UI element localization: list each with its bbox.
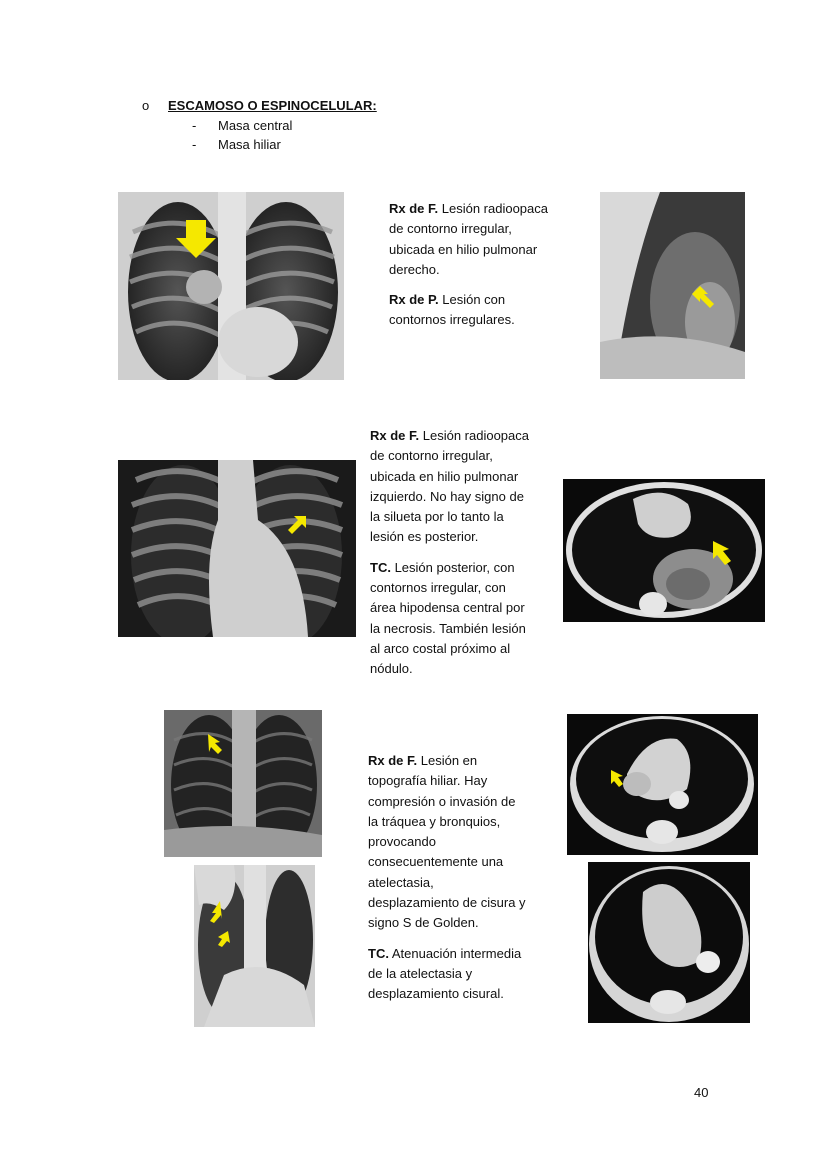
ct-scan-axial-image — [563, 479, 765, 622]
page-number: 40 — [694, 1085, 709, 1100]
chest-xray-frontal-image — [164, 710, 322, 857]
description-text-1: Rx de F. Lesión radioopaca de contorno irregular, ubicada en hilio pulmonar derecho. Rx de P. Lesión con contornos irregulares. — [389, 201, 548, 328]
section-title: ESCAMOSO O ESPINOCELULAR: — [168, 98, 377, 113]
section-heading — [142, 98, 377, 113]
chest-xray-frontal-image — [118, 192, 344, 380]
list-item: - Masa central — [192, 118, 293, 133]
bullet-marker: o — [142, 98, 150, 113]
ct-scan-axial-image — [567, 714, 758, 855]
chest-xray-lateral-image — [600, 192, 745, 379]
description-text-3: Rx de F. Lesión en topografía hiliar. Hay compresión o invasión de la tráquea y bronquios, provocando consecuentemente una atelectasia, desplazamiento de cisura y signo S de Golden. TC. Atenuación intermedia de la atelectasia y desplazamiento cisural. — [368, 753, 526, 1002]
ct-scan-axial-image — [588, 862, 750, 1023]
description-text-2: Rx de F. Lesión radioopaca de contorno irregular, ubicada en hilio pulmonar izquierdo. No hay signo de la silueta por lo tanto la lesión es posterior. TC. Lesión posterior, con contornos irregular, con área hipodensa central por la necrosis. También lesión al arco costal próximo al nódulo. — [370, 428, 529, 677]
chest-xray-frontal-image — [194, 865, 315, 1027]
chest-xray-frontal-image — [118, 460, 356, 637]
list-item: - Masa hiliar — [192, 137, 281, 152]
